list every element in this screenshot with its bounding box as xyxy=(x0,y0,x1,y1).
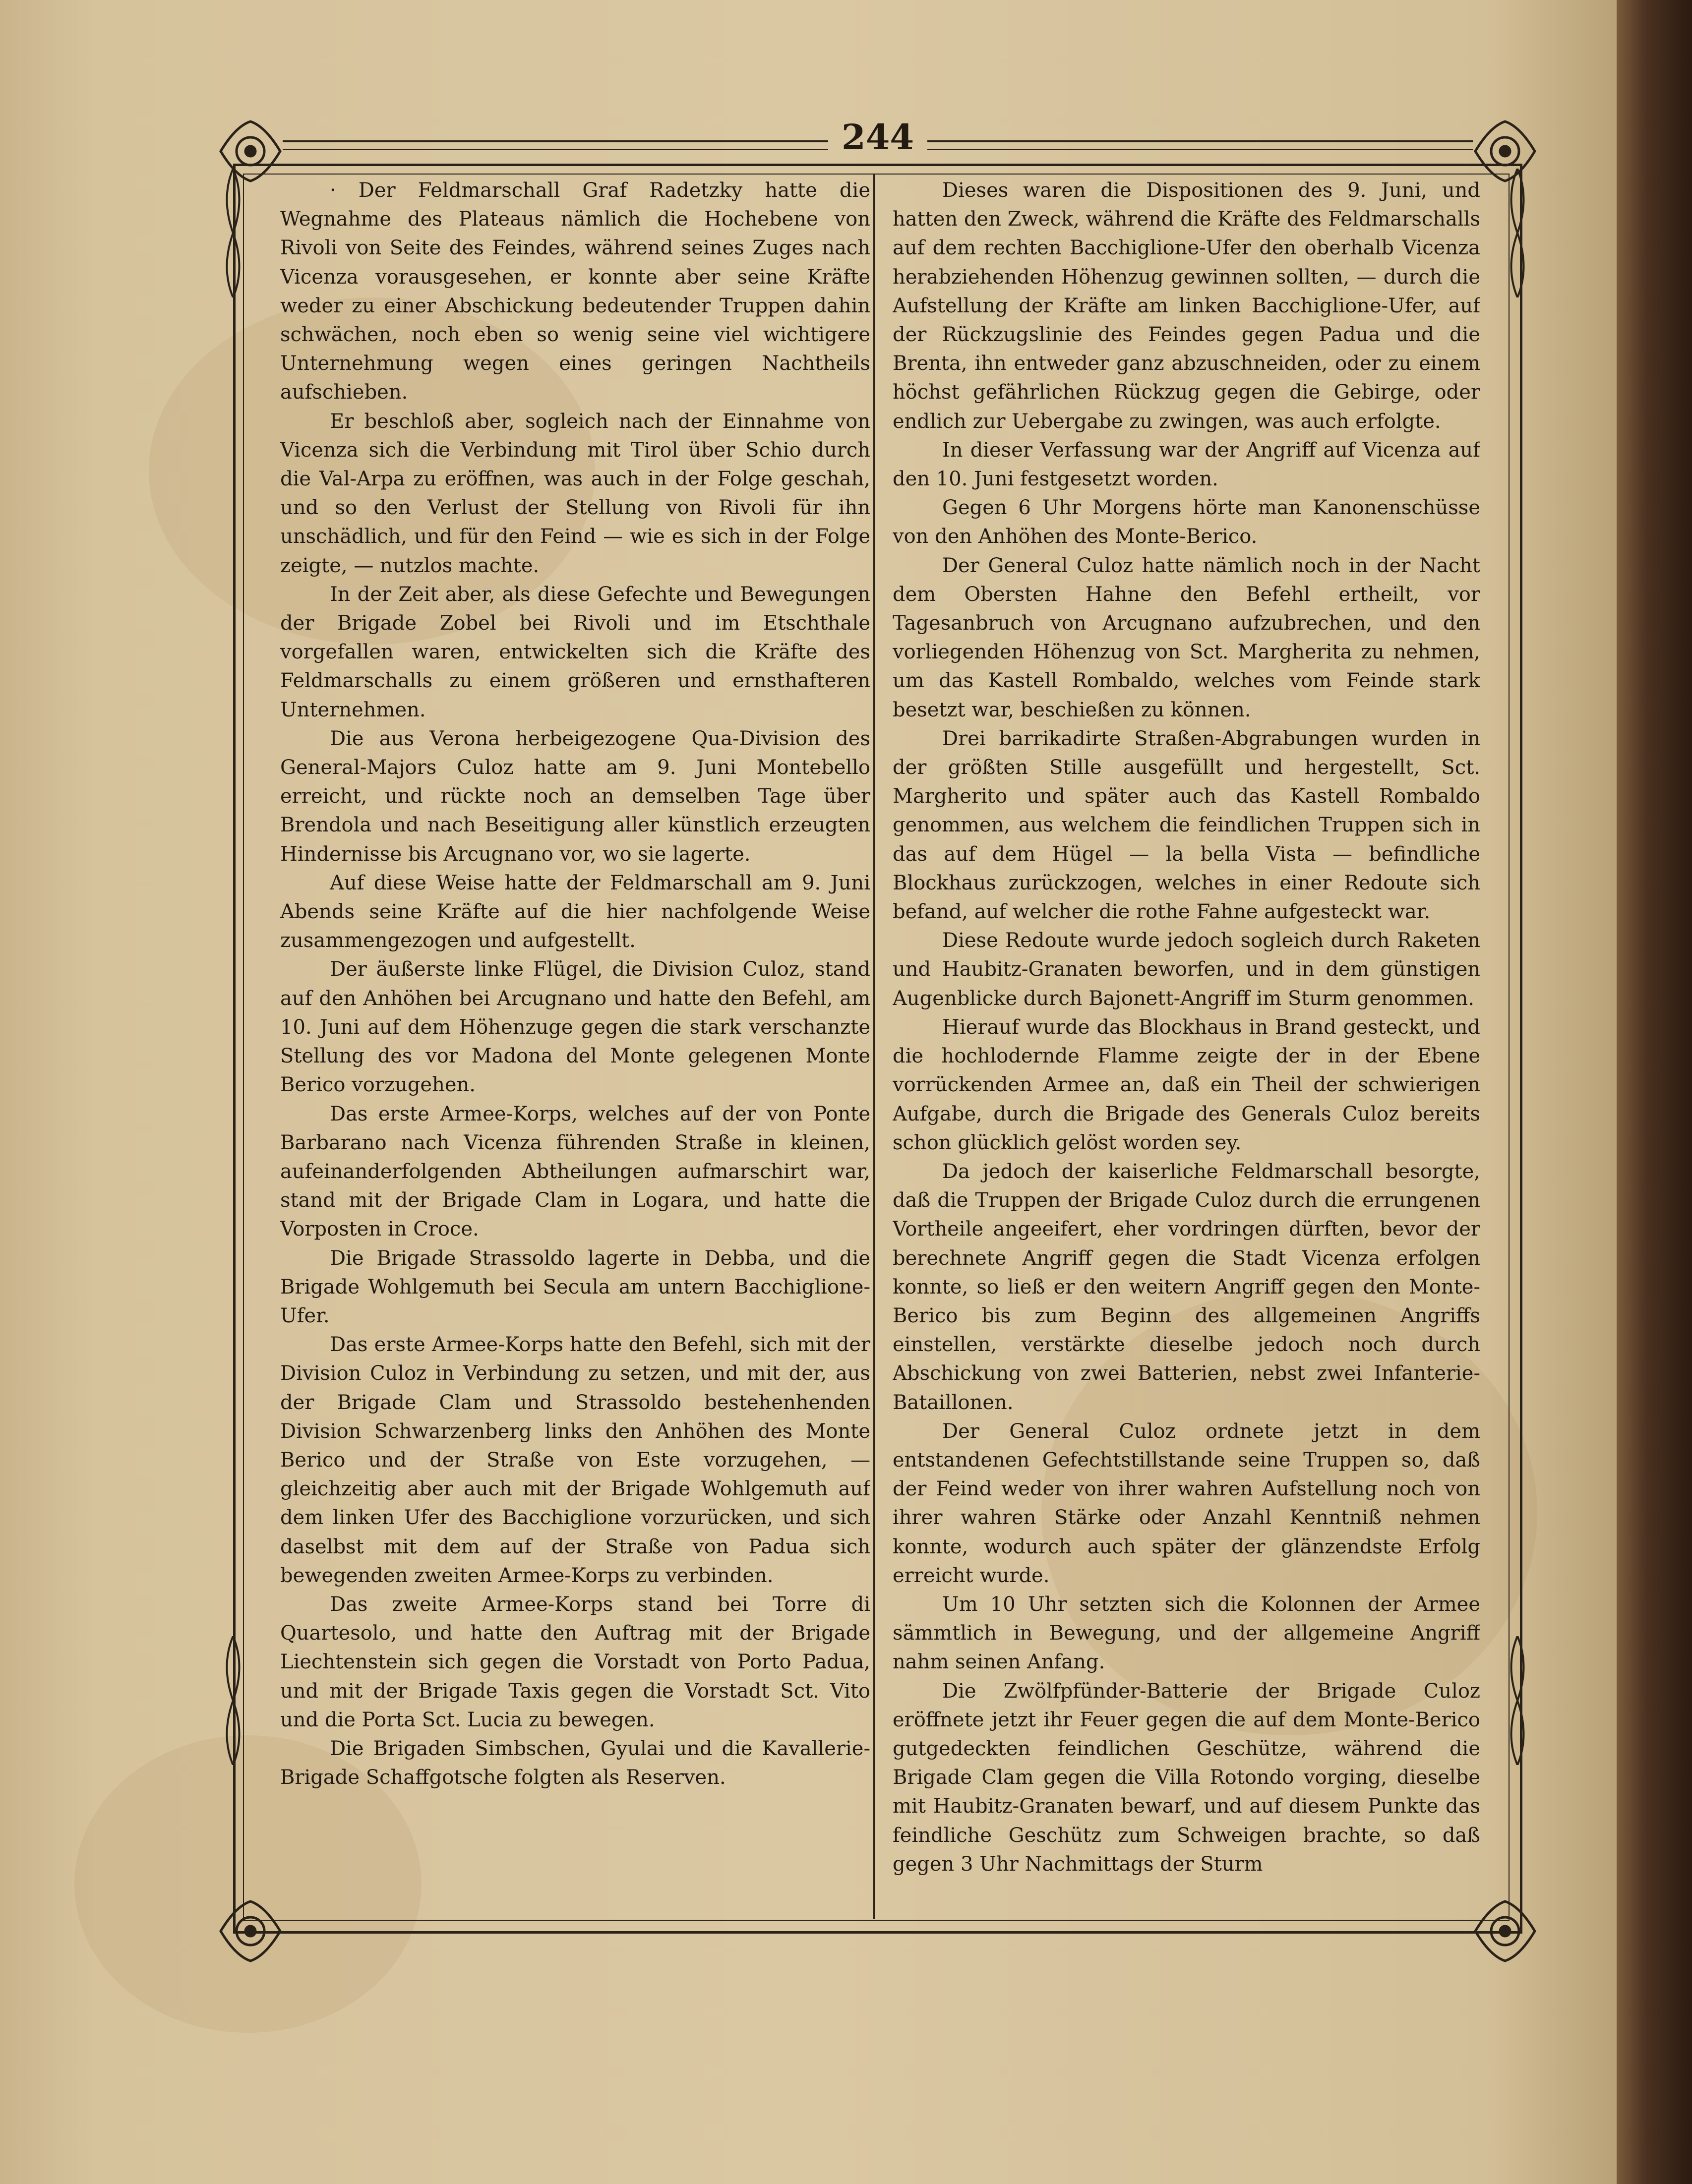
paragraph: Die Brigade Strassoldo lagerte in Debba, und die Brigade Wohlgemuth bei Secula am untern Bacchiglione-Ufer. xyxy=(280,1246,870,1327)
paragraph: Da jedoch der kaiserliche Feldmarschall besorgte, daß die Truppen der Brigade Culoz durch die errungenen Vortheile angeeifert, eher vordringen dürften, bevor der berechnete Angriff gegen die Stadt Vicenza erfolgen konnte, so ließ er den weitern Angriff gegen den Monte-Berico bis zum Beginn des allgemeinen Angriffs einstellen, verstärkte dieselbe jedoch noch durch Abschickung von zwei Batterien, nebst zwei Infanterie-Bataillonen. xyxy=(893,1160,1480,1414)
right-column xyxy=(893,176,1480,1911)
paragraph: Er beschloß aber, sogleich nach der Einnahme von Vicenza sich die Verbindung mit Tirol über Schio durch die Val-Arpa zu eröffnen, was auch in der Folge geschah, und so den Verlust der Stellung von Rivoli für ihn unschädlich, und für den Feind — wie es sich in der Folge zeigte, — nutzlos machte. xyxy=(280,410,870,577)
column-divider xyxy=(873,174,875,1919)
paragraph: · Der Feldmarschall Graf Radetzky hatte die Wegnahme des Plateaus nämlich die Hochebene von Rivoli von Seite des Feindes, während seines Zuges nach Vicenza vorausgesehen, er konnte aber seine Kräfte weder zu einer Abschickung bedeutender Truppen dahin schwächen, noch eben so wenig seine viel wichtigere Unternehmung wegen eines geringen Nachtheils aufschieben. xyxy=(280,179,870,404)
page-number: 244 xyxy=(841,117,914,158)
header-rule-left xyxy=(283,140,828,150)
paragraph: Dieses waren die Dispositionen des 9. Juni, und hatten den Zweck, während die Kräfte des Feldmarschalls auf dem rechten Bacchiglione-Ufer den oberhalb Vicenza herabziehenden Höhenzug gewinnen sollten, — durch die Aufstellung der Kräfte am linken Bacchiglione-Ufer, auf der Rückzugslinie des Feindes gegen Padua und die Brenta, ihn entweder ganz abzuschneiden, oder zu einem höchst gefährlichen Rückzug gegen die Gebirge, oder endlich zur Uebergabe zu zwingen, was auch erfolgte. xyxy=(893,179,1480,433)
paragraph: Der General Culoz ordnete jetzt in dem entstandenen Gefechtstillstande seine Truppen so, daß der Feind weder von ihrer wahren Aufstellung noch von ihrer wahren Stärke oder Anzahl Kenntniß nehmen konnte, wodurch auch später der glänzendste Erfolg erreicht wurde. xyxy=(893,1419,1480,1587)
paragraph: Der äußerste linke Flügel, die Division Culoz, stand auf den Anhöhen bei Arcugnano und hatte den Befehl, am 10. Juni auf dem Höhenzuge gegen die stark verschanzte Stellung des vor Madona del Monte gelegenen Monte Berico vorzugehen. xyxy=(280,958,870,1097)
paragraph: Auf diese Weise hatte der Feldmarschall am 9. Juni Abends seine Kräfte auf die hier nachfolgende Weise zusammengezogen und aufgestellt. xyxy=(280,871,870,952)
paragraph: Die Zwölfpfünder-Batterie der Brigade Culoz eröffnete jetzt ihr Feuer gegen die auf dem Monte-Berico gutgedeckten feindlichen Geschütze, während die Brigade Clam gegen die Villa Rotondo vorging, dieselbe mit Haubitz-Granaten bewarf, und auf diesem Punkte das feindliche Geschütz zum Schweigen brachte, so daß gegen 3 Uhr Nachmittags der Sturm xyxy=(893,1679,1480,1876)
header-rule-right xyxy=(927,140,1473,150)
paragraph: Das erste Armee-Korps, welches auf der von Ponte Barbarano nach Vicenza führenden Straße in kleinen, aufeinanderfolgenden Abtheilungen aufmarschirt war, stand mit der Brigade Clam in Logara, und hatte die Vorposten in Croce. xyxy=(280,1102,870,1241)
paragraph: Hierauf wurde das Blockhaus in Brand gesteckt, und die hochlodernde Flamme zeigte der in der Ebene vorrückenden Armee an, daß ein Theil der schwierigen Aufgabe, durch die Brigade des Generals Culoz bereits schon glücklich gelöst worden sey. xyxy=(893,1015,1480,1154)
page-header xyxy=(218,117,1537,171)
paragraph: Der General Culoz hatte nämlich noch in der Nacht dem Obersten Hahne den Befehl ertheilt, vor Tagesanbruch von Arcugnano aufzubrechen, und den vorliegenden Höhenzug von Sct. Margherita zu nehmen, um das Kastell Rombaldo, welches vom Feinde stark besetzt war, beschießen zu können. xyxy=(893,554,1480,721)
left-column xyxy=(280,176,870,1911)
paragraph: Die Brigaden Simbschen, Gyulai und die Kavallerie-Brigade Schaffgotsche folgten als Reserven. xyxy=(280,1737,870,1789)
paragraph: Diese Redoute wurde jedoch sogleich durch Raketen und Haubitz-Granaten beworfen, und in dem günstigen Augenblicke durch Bajonett-Angriff im Sturm genommen. xyxy=(893,929,1480,1010)
paragraph: Die aus Verona herbeigezogene Qua-Division des General-Majors Culoz hatte am 9. Juni Montebello erreicht, und rückte noch an demselben Tage über Brendola und nach Beseitigung aller künstlich erzeugten Hindernisse bis Arcugnano vor, wo sie lagerte. xyxy=(280,727,870,866)
paragraph: Gegen 6 Uhr Morgens hörte man Kanonenschüsse von den Anhöhen des Monte-Berico. xyxy=(893,496,1480,548)
book-binding-edge xyxy=(1617,0,1692,2184)
paragraph: In der Zeit aber, als diese Gefechte und Bewegungen der Brigade Zobel bei Rivoli und im Etschthale vorgefallen waren, entwickelten sich die Kräfte des Feldmarschalls zu einem größeren und ernsthafteren Unternehmen. xyxy=(280,583,870,721)
paragraph: Das erste Armee-Korps hatte den Befehl, sich mit der Division Culoz in Verbindung zu setzen, und mit der, aus der Brigade Clam und Strassoldo bestehenhenden Division Schwarzenberg links den Anhöhen des Monte Berico und der Straße von Este vorzugehen, — gleichzeitig aber auch mit der Brigade Wohlgemuth auf dem linken Ufer des Bacchiglione vorzurücken, und sich daselbst mit dem auf der Straße von Padua sich bewegenden zweiten Armee-Korps zu verbinden. xyxy=(280,1333,870,1587)
paragraph: Drei barrikadirte Straßen-Abgrabungen wurden in der größten Stille ausgefüllt und hergestellt, Sct. Margherito und später auch das Kastell Rombaldo genommen, aus welchem die feindlichen Truppen sich in das auf dem Hügel — la bella Vista — befindliche Blockhaus zurückzogen, welches in einer Redoute sich befand, auf welcher die rothe Fahne aufgesteckt war. xyxy=(893,727,1480,924)
paragraph: Um 10 Uhr setzten sich die Kolonnen der Armee sämmtlich in Bewegung, und der allgemeine Angriff nahm seinen Anfang. xyxy=(893,1593,1480,1674)
paragraph: Das zweite Armee-Korps stand bei Torre di Quartesolo, und hatte den Auftrag mit der Brigade Liechtenstein sich gegen die Vorstadt von Porto Padua, und mit der Brigade Taxis gegen die Vorstadt Sct. Vito und die Porta Sct. Lucia zu bewegen. xyxy=(280,1593,870,1731)
paragraph: In dieser Verfassung war der Angriff auf Vicenza auf den 10. Juni festgesetzt worden. xyxy=(893,438,1480,491)
